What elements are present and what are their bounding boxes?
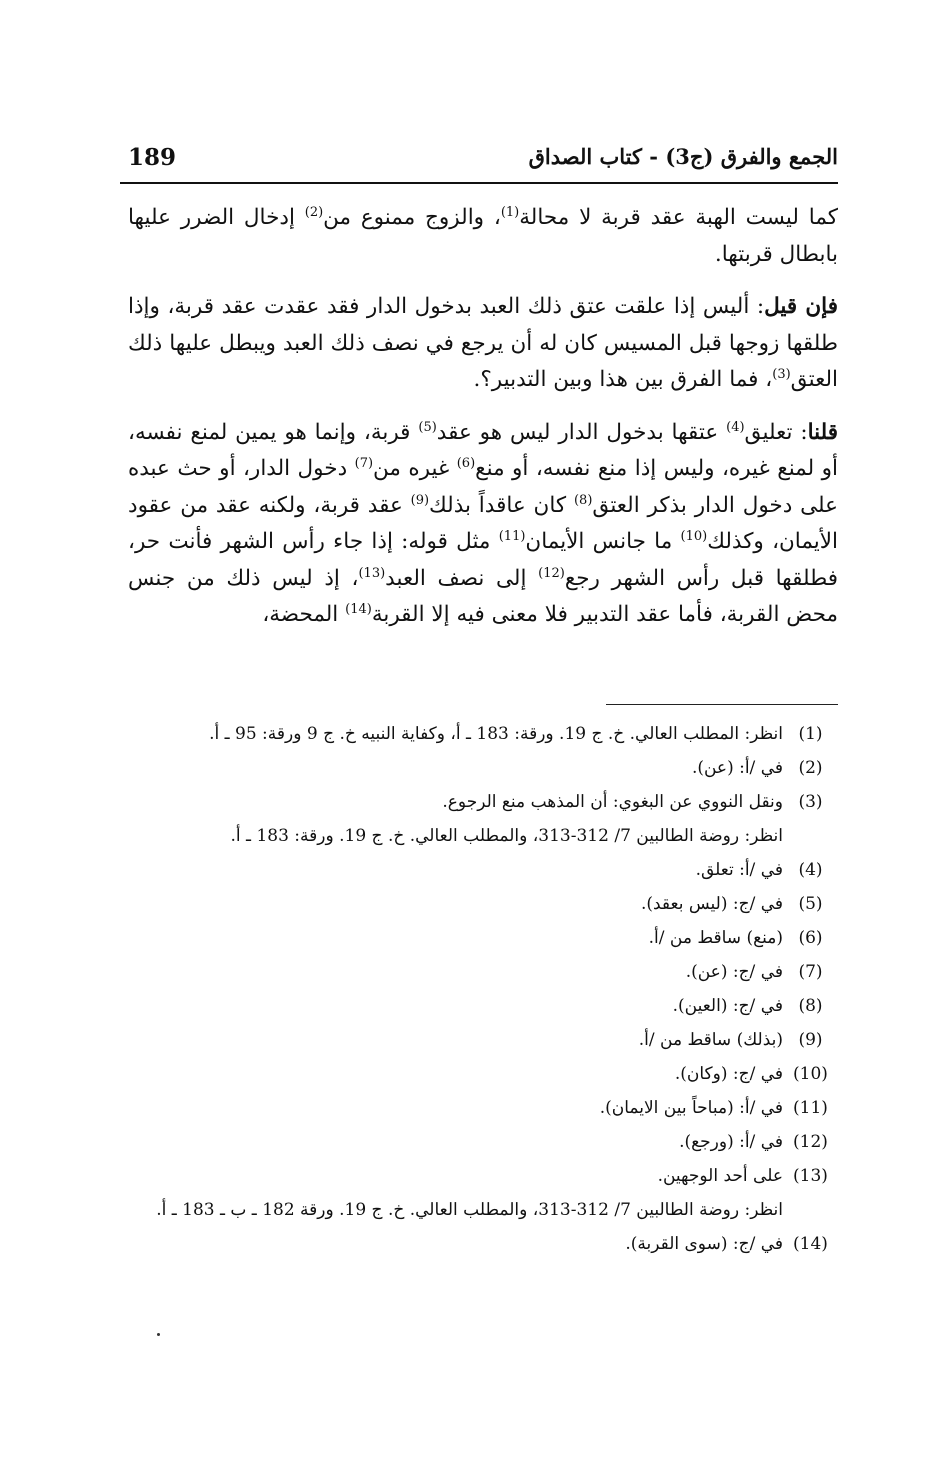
footnote <box>130 921 838 955</box>
text-span: ما جانس الأيمان <box>525 529 681 554</box>
footnote-ref: (12) <box>538 565 565 581</box>
text-span: إدخال الضرر عليها بابطال قربتها. <box>128 205 838 267</box>
text-span: ، والزوج ممنوع من <box>323 205 501 230</box>
footnote <box>130 1159 838 1193</box>
text-span: ، إذ ليس ذلك من جنس محض القربة، فأما عقد التدبير فلا معنى فيه إلا القربة <box>128 565 838 627</box>
footnote-number: (14) <box>793 1234 828 1254</box>
text-span: ، فما الفرق بين هذا وبين التدبير؟. <box>473 367 773 392</box>
footnote <box>130 1227 838 1261</box>
footnote-continuation: انظر: روضة الطالبين 7/ 312-313، والمطلب العالي. خ. ج 19. ورقة 182 ـ ب ـ 183 ـ أ. <box>156 1200 783 1220</box>
footnote <box>130 785 838 819</box>
text-span: إلى نصف العبد <box>385 565 539 591</box>
stray-dot <box>157 1333 160 1336</box>
footnote-text: في /ج: (عن). <box>685 962 783 982</box>
footnote-text: انظر: المطلب العالي. خ. ج 19. ورقة: 183 ـ أ، وكفاية النبيه خ. ج 9 ورقة: 95 ـ أ. <box>209 724 783 744</box>
lead-word: قلنا <box>807 419 839 445</box>
footnote-text: في /أ: (عن). <box>691 758 783 778</box>
main-text <box>128 200 838 650</box>
footnote <box>130 887 838 921</box>
text-span: غيره من <box>373 456 457 481</box>
paragraph-2 <box>128 289 838 399</box>
footnote-ref: (4) <box>726 419 745 435</box>
text-span: : تعليق <box>744 419 808 445</box>
running-title: الجمع والفرق (ج3) - كتاب الصداق <box>528 144 838 169</box>
footnote-number: (12) <box>793 1132 828 1152</box>
footnote-ref: (5) <box>418 419 437 435</box>
footnote-ref: (10) <box>680 528 708 544</box>
footnote-ref: (2) <box>304 204 324 220</box>
paragraph-3 <box>128 415 838 634</box>
footnote <box>130 751 838 785</box>
footnote-number: (9) <box>798 1030 823 1050</box>
footnote-ref: (11) <box>498 528 526 544</box>
text-span: عقد قربة، ولكنه عقد من عقود الأيمان، وكذلك <box>128 492 839 554</box>
footnote <box>130 717 838 751</box>
text-span: كان عاقداً بذلك <box>429 492 574 518</box>
footnote-number: (1) <box>798 724 823 744</box>
footnote <box>130 1091 838 1125</box>
footnote-number: (7) <box>798 962 823 982</box>
footnote-number: (5) <box>798 894 823 914</box>
footnote-text: في /أ: (مباحاً بين الايمان). <box>599 1098 783 1118</box>
footnote-ref: (9) <box>410 492 430 508</box>
page-number: 189 <box>128 144 177 171</box>
footnote-ref: (14) <box>345 601 372 617</box>
paragraph-1 <box>128 200 838 273</box>
footnote-number: (13) <box>793 1166 828 1186</box>
footnote-text: (منع) ساقط من /أ. <box>648 928 783 948</box>
footnote-text: على أحد الوجهين. <box>657 1166 783 1186</box>
footnote-number: (11) <box>793 1098 828 1118</box>
text-span: قربة، وإنما هو يمين لمنع نفسه، أو لمنع غيره، وليس إذا منع نفسه، أو منع <box>128 419 838 481</box>
footnote-text: في /ج: (ليس بعقد). <box>640 894 783 914</box>
page-header <box>120 142 838 184</box>
footnote-text: في /أ: (ورجع). <box>679 1132 783 1152</box>
footnote-continuation: انظر: روضة الطالبين 7/ 312-313، والمطلب العالي. خ. ج 19. ورقة: 183 ـ أ. <box>230 826 783 846</box>
footnote-ref: (3) <box>772 366 791 382</box>
footnote-text: في /أ: تعلق. <box>695 860 783 880</box>
footnote-text: في /ج: (سوى القربة). <box>625 1234 783 1254</box>
footnote-text: ونقل النووي عن البغوي: أن المذهب منع الرجوع. <box>442 792 783 812</box>
text-span: المحضة، <box>262 602 346 627</box>
lead-word: فإن قيل <box>764 294 838 319</box>
footnote-text: في /ج: (وكان). <box>674 1064 783 1084</box>
footnote-separator <box>606 704 838 705</box>
footnote-number: (2) <box>798 758 823 778</box>
text-span: دخول الدار، أو حث عبده على دخول الدار بذكر العتق <box>128 456 838 518</box>
footnote <box>130 1057 838 1091</box>
text-span: مثل قوله: إذا جاء رأس الشهر فأنت حر، فطلقها قبل رأس الشهر رجع <box>128 529 838 591</box>
footnote-ref: (8) <box>573 492 593 508</box>
text-span: : أليس إذا علقت عتق ذلك العبد بدخول الدار فقد عقدت عقد قربة، وإذا طلقها زوجها قبل المسيس كان له أن يرجع في نصف ذلك العبد ويبطل عليها ذلك العتق <box>128 294 838 392</box>
text-span: كما ليست الهبة عقد قربة لا محالة <box>519 205 838 230</box>
footnote-number: (4) <box>798 860 823 880</box>
footnote <box>130 955 838 989</box>
footnote-text: في /ج: (العين). <box>672 996 783 1016</box>
footnote <box>130 989 838 1023</box>
footnote-ref: (1) <box>500 204 520 220</box>
footnote-ref: (7) <box>354 455 374 471</box>
footnote <box>130 853 838 887</box>
footnote <box>130 1023 838 1057</box>
footnote-ref: (13) <box>358 565 386 581</box>
footnote-number: (8) <box>798 996 823 1016</box>
footnote-ref: (6) <box>456 455 476 471</box>
footnotes <box>130 717 838 1261</box>
footnote-number: (6) <box>798 928 823 948</box>
footnote-text: (بذلك) ساقط من /أ. <box>638 1030 783 1050</box>
text-span: عتقها بدخول الدار ليس هو عقد <box>436 419 727 445</box>
footnote-number: (3) <box>798 792 823 812</box>
footnote <box>130 1125 838 1159</box>
footnote-number: (10) <box>793 1064 828 1084</box>
